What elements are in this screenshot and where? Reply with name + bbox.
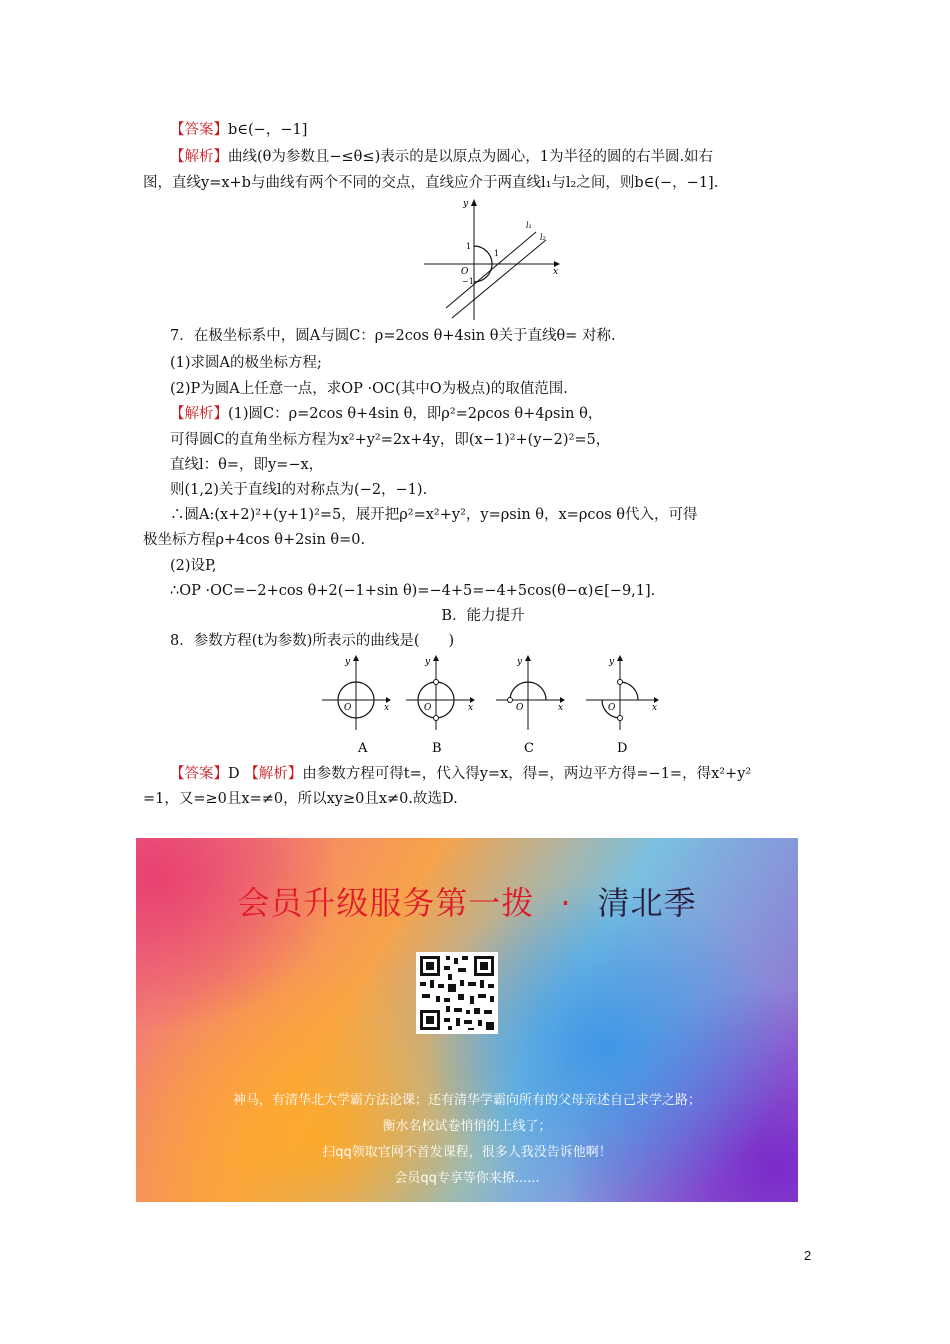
option-a-graph [322,655,391,730]
banner-title-brand: 清北季 [597,884,697,922]
q8-analysis-2: =1，又=≥0且x=≠0，所以xy≥0且x≠0.故选D. [143,791,458,807]
option-label-d: D [617,741,628,756]
q7-analysis-8: ∴OP ·OC=−2+cos θ+2(−1+sin θ)=−4+5=−4+5cos(θ−α)∈[−9,1]. [170,583,656,599]
q8-line1: 8．参数方程(t为参数)所表示的曲线是( ) [170,633,455,649]
fig1-one-top: 1 [466,242,472,251]
answer-tag: 【答案】 [170,122,228,138]
option-label-a: A [358,741,368,756]
banner-title-main: 会员升级服务第一拨 [237,884,535,922]
answer-text: D [228,766,240,782]
analysis-text: (1)圆C：ρ=2cos θ+4sin θ，即ρ²=2ρcos θ+4ρsin θ， [228,406,603,422]
banner-title-sep: · [560,884,572,922]
option-c-o: O [516,703,524,713]
option-d-o: O [608,703,616,713]
q7-analysis-7: (2)设P, [170,558,217,574]
line-l1 [446,232,536,308]
q7-analysis-3: 直线l：θ=，即y=−x， [170,457,324,473]
page-number: 2 [804,1248,812,1263]
figure-half-circle-lines [418,196,568,322]
option-d-y: y [609,657,615,667]
fig1-y-label: y [463,199,469,209]
q7-analysis-5: ∴圆A:(x+2)²+(y+1)²=5，展开把ρ²=x²+y²，y=ρsin θ，x=ρcos θ代入，可得 [170,507,698,523]
option-c-x: x [558,703,564,713]
option-b-y: y [425,657,431,667]
option-c-graph [496,655,565,730]
q7-line1: 7．在极坐标系中，圆A与圆C：ρ=2cos θ+4sin θ关于直线θ= 对称. [170,328,616,344]
q7-analysis-6: 极坐标方程ρ+4cos θ+2sin θ=0. [143,532,366,548]
banner-line2: 衡水名校试卷悄悄的上线了； [382,1119,552,1134]
promo-banner[interactable] [136,838,798,1202]
fig1-neg-one: −1 [462,277,474,286]
section-heading: B．能力提升 [441,608,525,624]
option-label-b: B [432,741,442,756]
analysis-tag: 【解析】 [170,149,228,165]
analysis-text: 曲线(θ为参数且−≤θ≤)表示的是以原点为圆心，1为半径的圆的右半圆.如右 [228,149,714,165]
option-a-y: y [345,657,351,667]
answer-tag: 【答案】 [170,766,228,782]
qr-code-icon[interactable] [416,952,498,1034]
figure-options [318,652,664,756]
banner-title [136,878,798,924]
q6-analysis-line1 [170,147,850,167]
fig1-l2: l₂ [540,233,546,242]
fig1-x-label: x [553,267,559,277]
banner-line1: 神马，有清华北大学霸方法论课；还有清华学霸向所有的父母亲述自己求学之路； [232,1093,701,1108]
q7-analysis-2: 可得圆C的直角坐标方程为x²+y²=2x+4y，即(x−1)²+(y−2)²=5， [170,432,611,448]
q6-answer [170,120,850,140]
fig1-one-right: 1 [494,249,500,258]
fig1-l1: l₁ [526,221,532,230]
option-b-o: O [424,703,432,713]
option-b-x: x [468,703,474,713]
q6-analysis-line2: 图，直线y=x+b与曲线有两个不同的交点，直线应介于两直线l₁与l₂之间，则b∈(−，−1]. [143,175,719,191]
q7-line3: (2)P为圆A上任意一点，求OP ·OC(其中O为极点)的取值范围. [170,381,568,397]
analysis-tag: 【解析】 [244,766,303,782]
option-a-o: O [344,703,352,713]
q8-answer-line [170,764,850,784]
option-d-graph [586,655,659,730]
q7-analysis-1 [170,404,850,424]
option-c-y: y [517,657,523,667]
banner-line3: 扫qq领取官网不首发课程，很多人我没告诉他啊！ [322,1145,612,1160]
y-axis-arrow [471,199,477,206]
option-a-x: x [384,703,390,713]
analysis-tag: 【解析】 [170,406,228,422]
option-b-graph [406,655,475,730]
answer-text: b∈(−，−1] [228,122,308,138]
banner-line4: 会员qq专享等你来撩...... [394,1171,540,1186]
option-label-c: C [524,741,534,756]
option-d-x: x [652,703,658,713]
fig1-origin: O [461,267,469,277]
q7-analysis-4: 则(1,2)关于直线l的对称点为(−2，−1). [170,482,428,498]
q7-line2: (1)求圆A的极坐标方程; [170,355,322,371]
analysis-text: 由参数方程可得t=，代入得y=x，得=，两边平方得=−1=，得x²+y² [302,766,752,782]
